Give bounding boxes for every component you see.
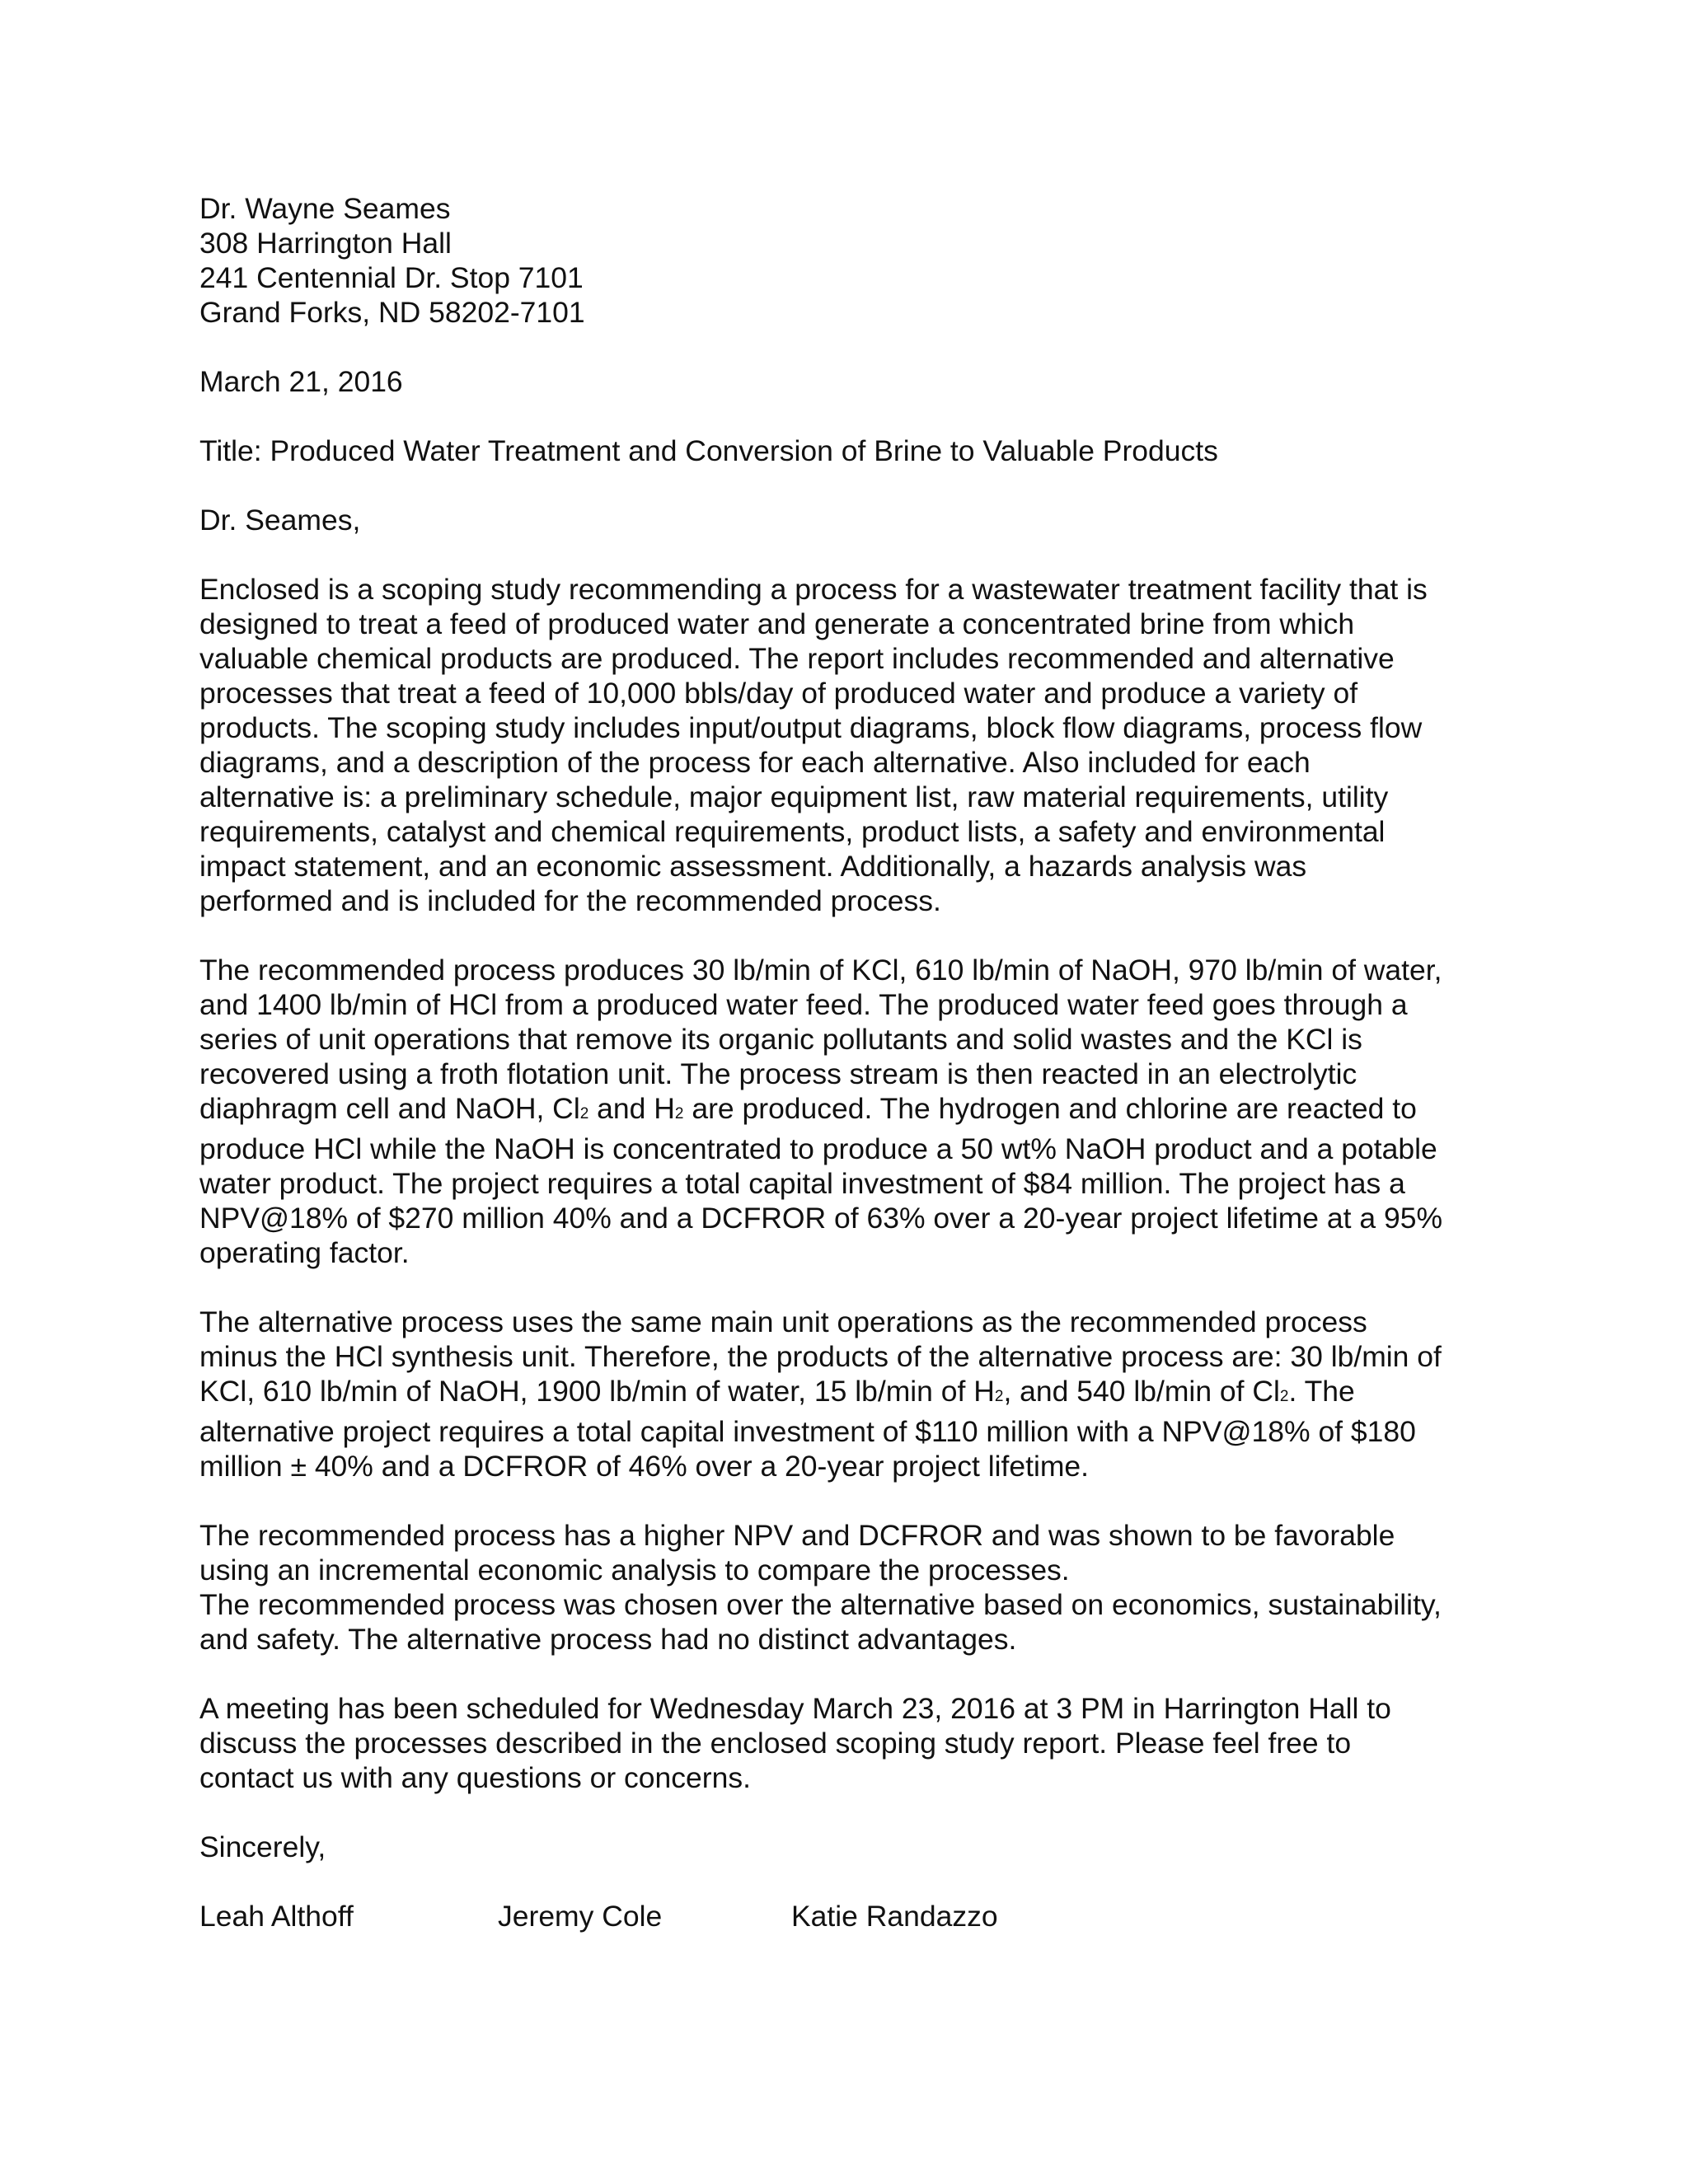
- paragraph-line: designed to treat a feed of produced water and generate a concentrated brine from which: [199, 607, 1355, 640]
- subscript: 2: [1279, 1388, 1289, 1405]
- text-run: , and 540 lb/min of Cl: [1003, 1375, 1280, 1408]
- text-run: . The: [1288, 1375, 1355, 1408]
- paragraph-line: contact us with any questions or concerns.: [199, 1761, 751, 1794]
- paragraph-line: million ± 40% and a DCFROR of 46% over a 20-year project lifetime.: [199, 1450, 1090, 1483]
- paragraph-line: alternative project requires a total capital investment of $110 million with a NPV@18% of $180: [199, 1415, 1416, 1448]
- subscript: 2: [994, 1388, 1004, 1405]
- paragraph-line: A meeting has been scheduled for Wednesday March 23, 2016 at 3 PM in Harrington Hall to: [199, 1692, 1391, 1725]
- paragraph-line: valuable chemical products are produced. The report includes recommended and alternative: [199, 642, 1395, 675]
- signatory-name: Jeremy Cole: [498, 1900, 663, 1933]
- paragraph-line: and safety. The alternative process had no distinct advantages.: [199, 1623, 1017, 1656]
- recipient-address-line: Grand Forks, ND 58202-7101: [199, 296, 585, 329]
- paragraph-meeting: [199, 1691, 1502, 1795]
- paragraph-line: processes that treat a feed of 10,000 bbls/day of produced water and produce a variety of: [199, 677, 1358, 710]
- text-run: are produced. The hydrogen and chlorine are reacted to: [683, 1092, 1417, 1125]
- letter-date: March 21, 2016: [199, 365, 403, 398]
- paragraph-line: series of unit operations that remove its organic pollutants and solid wastes and the KCl is: [199, 1023, 1362, 1056]
- paragraph-line: Enclosed is a scoping study recommending a process for a wastewater treatment facility that is: [199, 573, 1428, 606]
- paragraph-line: using an incremental economic analysis to compare the processes.: [199, 1554, 1070, 1586]
- paragraph-line: and 1400 lb/min of HCl from a produced water feed. The produced water feed goes through a: [199, 988, 1408, 1021]
- paragraph-line: The recommended process has a higher NPV and DCFROR and was shown to be favorable: [199, 1519, 1395, 1552]
- text-run: diaphragm cell and NaOH, Cl: [199, 1092, 580, 1125]
- subscript: 2: [674, 1105, 684, 1122]
- recipient-address-line: 308 Harrington Hall: [199, 227, 452, 260]
- text-run: KCl, 610 lb/min of NaOH, 1900 lb/min of water, 15 lb/min of H: [199, 1375, 995, 1408]
- closing: Sincerely,: [199, 1830, 326, 1863]
- letter-page: [199, 191, 1502, 1933]
- salutation: Dr. Seames,: [199, 504, 361, 537]
- paragraph-line: impact statement, and an economic assessment. Additionally, a hazards analysis was: [199, 850, 1307, 883]
- recipient-address: [199, 191, 1502, 330]
- paragraph-comparison: [199, 1518, 1502, 1657]
- subscript: 2: [579, 1105, 589, 1122]
- paragraph-alternative-process: [199, 1305, 1502, 1483]
- signatories: [199, 1899, 1502, 1933]
- paragraph-line: diagrams, and a description of the process for each alternative. Also included for each: [199, 746, 1311, 779]
- signatory-name: Leah Althoff: [199, 1900, 354, 1933]
- paragraph-recommended-process: [199, 953, 1502, 1270]
- paragraph-line: alternative is: a preliminary schedule, major equipment list, raw material requirements, utility: [199, 780, 1389, 813]
- paragraph-line: water product. The project requires a total capital investment of $84 million. The project has a: [199, 1167, 1405, 1200]
- signatory-name: Katie Randazzo: [791, 1900, 998, 1933]
- paragraph-line: recovered using a froth flotation unit. The process stream is then reacted in an electrolytic: [199, 1057, 1357, 1090]
- paragraph-line: operating factor.: [199, 1236, 410, 1269]
- paragraph-introduction: [199, 572, 1502, 918]
- paragraph-line: products. The scoping study includes input/output diagrams, block flow diagrams, process flow: [199, 711, 1423, 744]
- paragraph-line: minus the HCl synthesis unit. Therefore, the products of the alternative process are: 30 lb/min of: [199, 1340, 1442, 1373]
- paragraph-line: NPV@18% of $270 million 40% and a DCFROR of 63% over a 20-year project lifetime at a 95%: [199, 1202, 1443, 1235]
- paragraph-line: [199, 1374, 1502, 1414]
- paragraph-line: The recommended process was chosen over the alternative based on economics, sustainability,: [199, 1588, 1442, 1621]
- text-run: and H: [588, 1092, 675, 1125]
- recipient-name: Dr. Wayne Seames: [199, 192, 451, 225]
- paragraph-line: The recommended process produces 30 lb/min of KCl, 610 lb/min of NaOH, 970 lb/min of water,: [199, 954, 1442, 987]
- paragraph-line: [199, 1091, 1502, 1132]
- paragraph-line: produce HCl while the NaOH is concentrated to produce a 50 wt% NaOH product and a potable: [199, 1132, 1437, 1165]
- paragraph-line: discuss the processes described in the enclosed scoping study report. Please feel free to: [199, 1727, 1352, 1760]
- letter-title: Title: Produced Water Treatment and Conversion of Brine to Valuable Products: [199, 434, 1218, 467]
- paragraph-line: requirements, catalyst and chemical requirements, product lists, a safety and environmental: [199, 815, 1386, 848]
- paragraph-line: performed and is included for the recommended process.: [199, 884, 941, 917]
- paragraph-line: The alternative process uses the same main unit operations as the recommended process: [199, 1305, 1367, 1338]
- recipient-address-line: 241 Centennial Dr. Stop 7101: [199, 261, 584, 294]
